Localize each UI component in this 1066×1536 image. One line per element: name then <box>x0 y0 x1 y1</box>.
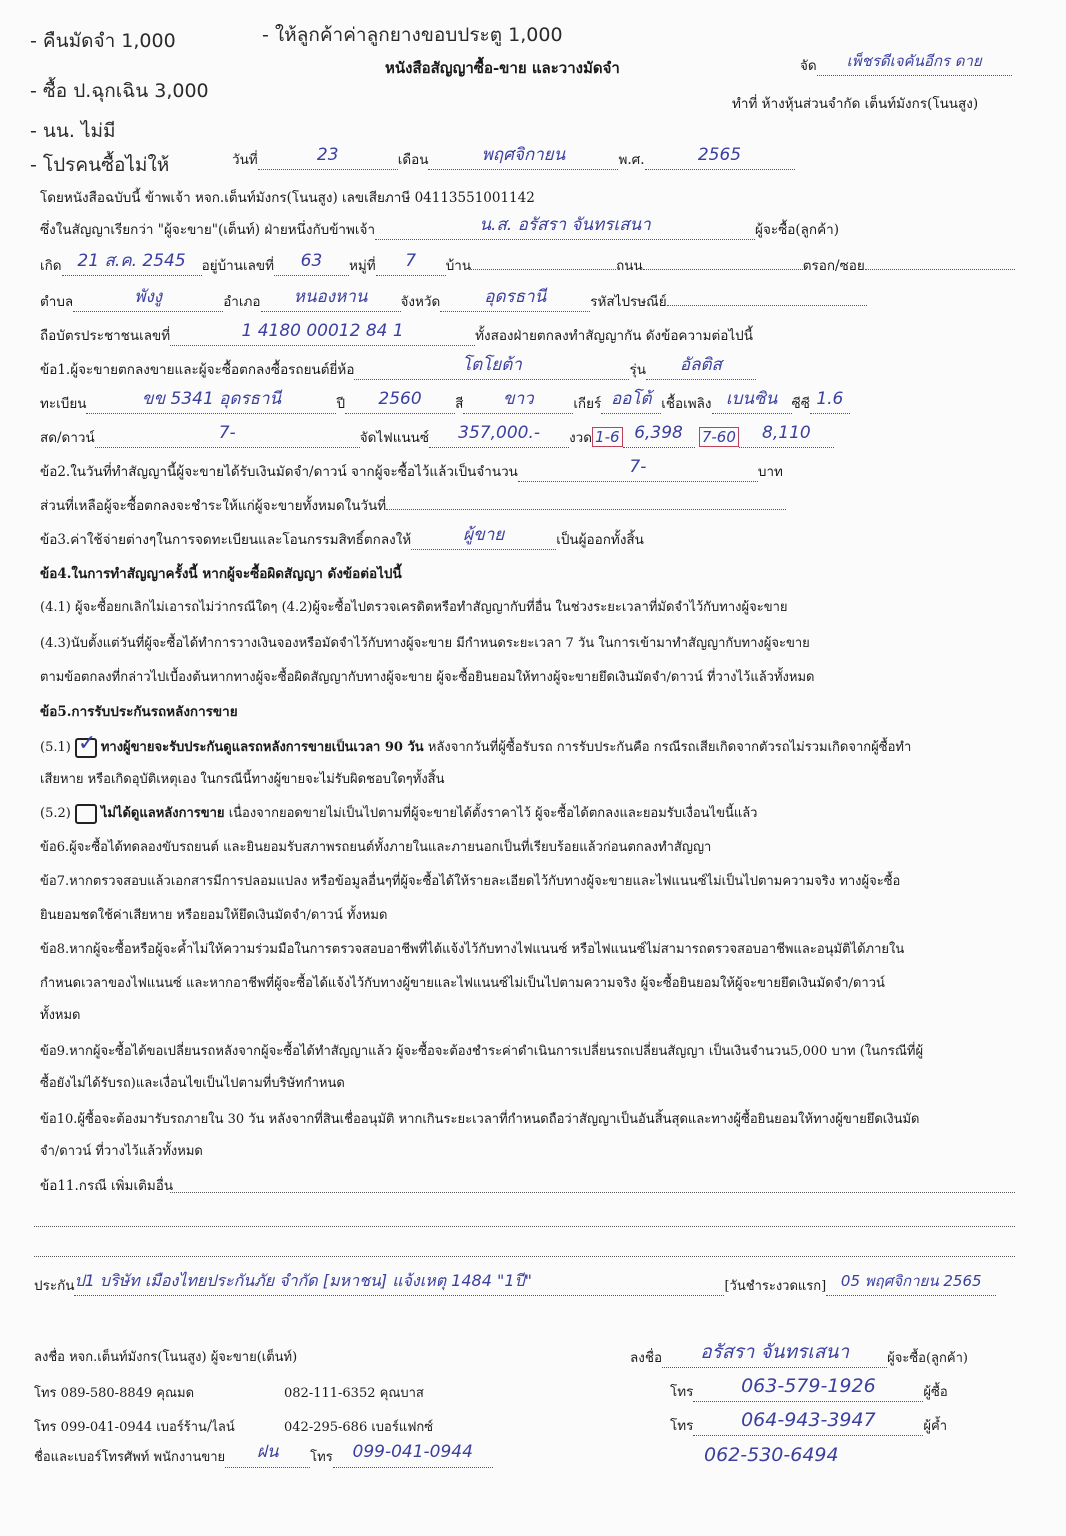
clause-5-1b: เสียหาย หรือเกิดอุบัติเหตุเอง ในกรณีนี้ทางผู้ขายจะไม่รับผิดชอบใดๆทั้งสิ้น <box>40 772 445 787</box>
clause-9a: ข้อ9.หากผู้จะซื้อได้ขอเปลี่ยนรถหลังจากผู้จะซื้อได้ทำสัญญาแล้ว ผู้จะซื้อจะต้องชำระค่าดำเนินการเปลี่ยนรถเปลี่ยนสัญญา เป็นเงินจำนวน5,000 บาท (ในกรณีที่ผู้ <box>40 1044 924 1059</box>
amphoe-label: อำเภอ <box>223 294 261 310</box>
no-warranty-checkbox[interactable] <box>75 804 97 824</box>
clause-6: ข้อ6.ผู้จะซื้อได้ทดลองขับรถยนต์ และยินยอมรับสภาพรถยนต์ทั้งภายในและภายนอกเป็นที่เรียบร้อยแล้วก่อนตกลงทำสัญญา <box>40 840 712 855</box>
installment-2-amount: 8,110 <box>762 423 811 443</box>
prepared-by-value: เพ็ชรดีเจคันอีกร ดาย <box>846 52 982 70</box>
id-label: ถือบัตรประชาชนเลขที่ <box>40 328 171 344</box>
buyer-sign-label: ลงชื่อ <box>630 1350 663 1366</box>
fuel-label: เชื้อเพลิง <box>661 396 712 412</box>
model-label: รุ่น <box>629 362 646 378</box>
clause-5-1-text: หลังจากวันที่ผู้ซื้อรับรถ การรับประกันคือ กรณีรถเสียเกิดจากตัวรถไม่รวมเกิดจากผู้ซื้อทำ <box>427 740 912 755</box>
cc-label: ซีซี <box>791 396 810 412</box>
finance-label: จัดไฟแนนซ์ <box>359 430 430 446</box>
clause-9b: ซื้อยังไม่ได้รับรถ)และเงื่อนไขเป็นไปตามที่บริษัทกำหนด <box>40 1076 345 1091</box>
buyer-line <box>40 215 839 240</box>
clause-11: ข้อ11.กรณี เพิ่มเติมอื่น <box>40 1178 174 1194</box>
soi-label: ตรอก/ซอย <box>802 258 865 274</box>
year-value: 2565 <box>697 145 742 165</box>
car-cc: 1.6 <box>816 389 844 409</box>
year-label: พ.ศ. <box>618 152 645 168</box>
reg-value: ขข 5341 อุดรธานี <box>141 389 282 409</box>
clause-3-text: ข้อ3.ค่าใช้จ่ายต่างๆในการจดทะเบียนและโอนกรรมสิทธิ์ตกลงให้ <box>40 532 412 548</box>
warranty-90-checkbox[interactable] <box>75 730 97 758</box>
house-label: อยู่บ้านเลขที่ <box>201 258 274 274</box>
tambon-label: ตำบล <box>40 294 74 310</box>
clause-5-1-num: (5.1) <box>40 740 71 755</box>
seller-label: ซึ่งในสัญญาเรียกว่า "ผู้จะขาย"(เต็นท์) ฝ่ายหนึ่งกับข้าพเจ้า <box>40 222 376 238</box>
clause-5-2-num: (5.2) <box>40 806 71 821</box>
note-refund-deposit: - คืนมัดจำ 1,000 <box>30 30 176 52</box>
birth-value: 21 ส.ค. 2545 <box>77 251 186 271</box>
buyer-tel-label: โทร <box>670 1384 694 1400</box>
buyer-sign-value: อรัสรา จันทรเสนา <box>700 1341 849 1363</box>
clause-8a: ข้อ8.หากผู้จะซื้อหรือผู้จะค้ำไม่ให้ความร่วมมือในการตรวจสอบอาชีพที่ได้แจ้งไว้กับทางไฟแนนซ์ หรือไฟแนนซ์ไม่สามารถตรวจสอบอาชีพและอนุมัติได้ภายใน <box>40 942 905 957</box>
installment-1-amount: 6,398 <box>634 423 683 443</box>
phone-3: โทร 099-041-0944 เบอร์ร้าน/ไลน์ <box>34 1420 235 1435</box>
province-value: อุดรธานี <box>484 287 547 307</box>
address-line-1 <box>40 251 1015 276</box>
buyer-tel-role: ผู้ซื้อ <box>923 1385 948 1400</box>
month-value: พฤศจิกายน <box>481 145 566 165</box>
buyer-role: ผู้จะซื้อ(ลูกค้า) <box>755 222 839 238</box>
car-fuel: เบนซิน <box>725 389 778 409</box>
tambon-value: พังงู <box>134 287 163 307</box>
car-gear: ออโต้ <box>610 389 652 409</box>
guarantor-tel-label: โทร <box>670 1418 694 1434</box>
staff-label: ชื่อและเบอร์โทรศัพท์ พนักงานขาย <box>34 1450 226 1465</box>
village-label: บ้าน <box>445 258 472 274</box>
insurance-label: ประกัน <box>34 1278 75 1294</box>
phone-4: 042-295-686 เบอร์แฟกซ์ <box>284 1420 434 1435</box>
clause-3-payer: ผู้ขาย <box>463 525 505 545</box>
clause-3-end: เป็นผู้ออกทั้งสิ้น <box>556 532 644 548</box>
intro-text: โดยหนังสือฉบับนี้ ข้าพเจ้า หจก.เต็นท์มังกร(โนนสูง) เลขเสียภาษี 04113551001142 <box>40 190 535 206</box>
note-no-promo: - โปรคนซื้อไม่ให้ <box>30 154 170 176</box>
staff-line <box>34 1442 493 1468</box>
clause-4-3b: ตามข้อตกลงที่กล่าวไปเบื้องต้นหากทางผู้จะซื้อผิดสัญญากับทางผู้จะขาย ผู้จะซื้อยินยอมให้ทางผู้จะขายยึดเงินมัดจำ/ดาวน์ ที่วางไว้แล้วทั้งหมด <box>40 670 815 685</box>
clause-8c: ทั้งหมด <box>40 1008 81 1023</box>
reg-label: ทะเบียน <box>40 396 87 412</box>
insurance-value: ป1 บริษัท เมืองไทยประกันภัย จำกัด [มหาชน] แจ้งเหตุ 1484 "1ปี" <box>74 1271 533 1290</box>
address-line-2 <box>40 287 867 312</box>
note-emergency-insurance: - ซื้อ ป.ฉุกเฉิน 3,000 <box>30 80 209 102</box>
clause-11-rule-1 <box>170 1192 1015 1193</box>
day-value: 23 <box>316 145 339 165</box>
clause-2-text: ข้อ2.ในวันที่ทำสัญญานี้ผู้จะขายได้รับเงินมัดจำ/ดาวน์ จากผู้จะซื้อไว้แล้วเป็นจำนวน <box>40 464 518 480</box>
birth-label: เกิด <box>40 258 62 274</box>
document-title: หนังสือสัญญาซื้อ-ขาย และวางมัดจำ <box>385 59 620 77</box>
payment-line <box>40 423 834 448</box>
place-of-contract: ทำที่ ห้างหุ้นส่วนจำกัด เต็นท์มังกร(โนนสูง) <box>732 96 979 112</box>
gear-label: เกียร์ <box>573 396 602 412</box>
id-line <box>40 321 753 346</box>
staff-tel: 099-041-0944 <box>352 1442 473 1462</box>
buyer-name: น.ส. อรัสรา จันทรเสนา <box>479 215 651 235</box>
finance-value: 357,000.- <box>458 423 540 443</box>
installment-label: งวด <box>569 430 593 446</box>
clause-11-rule-2 <box>34 1226 1015 1227</box>
buyer-signature <box>630 1341 968 1368</box>
down-value: 7- <box>218 423 236 443</box>
house-value: 63 <box>300 251 323 271</box>
installment-2-range: 7-60 <box>699 427 739 447</box>
first-payment-date: 05 พฤศจิกายน 2565 <box>840 1272 982 1290</box>
clause-7b: ยินยอมชดใช้ค่าเสียหาย หรือยอมให้ยึดเงินมัดจำ/ดาวน์ ทั้งหมด <box>40 908 388 923</box>
clause-5-2-bold: ไม่ได้ดูแลหลังการขาย <box>100 806 225 821</box>
id-value: 1 4180 00012 84 1 <box>241 321 404 341</box>
staff-tel-label: โทร <box>310 1450 333 1465</box>
car-brand: โตโยต้า <box>462 355 522 375</box>
phone-1: โทร 089-580-8849 คุณมด <box>34 1386 195 1401</box>
clause-5-1 <box>40 730 912 758</box>
insurance-line <box>34 1271 996 1296</box>
note-door-rubber: - ให้ลูกค้าค่าลูกยางขอบประตู 1,000 <box>262 24 563 46</box>
guarantor-tel-line <box>670 1409 948 1436</box>
guarantor-role: ผู้ค้ำ <box>923 1419 948 1434</box>
amphoe-value: หนองหาน <box>293 287 368 307</box>
clause-10a: ข้อ10.ผู้ซื้อจะต้องมารับรถภายใน 30 วัน หลังจากที่สินเชื่ออนุมัติ หากเกินระยะเวลาที่กำหนดถือว่าสัญญาเป็นอันสิ้นสุดและทางผู้ซื้อยินยอมให้ทางผู้ขายยึดเงินมัด <box>40 1112 920 1127</box>
clause-5-1-bold: ทางผู้ขายจะรับประกันดูแลรถหลังการขายเป็นเวลา 90 วัน <box>100 740 424 755</box>
prepared-by-label: จัด <box>800 58 817 74</box>
buyer-tel-line <box>670 1375 948 1402</box>
clause-5-2 <box>40 802 758 824</box>
down-label: สด/ดาวน์ <box>40 430 95 446</box>
seller-signature: ลงชื่อ หจก.เต็นท์มังกร(โนนสูง) ผู้จะขาย(เต็นท์) <box>34 1350 298 1365</box>
staff-name: ฝน <box>256 1442 279 1462</box>
moo-label: หมู่ที่ <box>348 258 376 274</box>
clause-2b <box>40 494 786 516</box>
extra-tel: 062-530-6494 <box>704 1444 839 1466</box>
car-year-label: ปี <box>336 396 346 412</box>
contract-date <box>232 145 795 170</box>
clause-1-label: ข้อ1.ผู้จะขายตกลงขายและผู้จะซื้อตกลงซื้อรถยนต์ยี่ห้อ <box>40 362 355 378</box>
clause-5-title: ข้อ5.การรับประกันรถหลังการขาย <box>40 704 238 720</box>
clause-2-unit: บาท <box>757 464 783 480</box>
month-label: เดือน <box>397 152 429 168</box>
province-label: จังหวัด <box>400 294 441 310</box>
clause-4-title: ข้อ4.ในการทำสัญญาครั้งนี้ หากผู้จะซื้อผิดสัญญา ดังข้อต่อไปนี้ <box>40 566 402 582</box>
prepared-by <box>800 54 1012 76</box>
road-label: ถนน <box>616 258 643 274</box>
moo-value: 7 <box>405 251 417 271</box>
car-brand-line <box>40 355 756 380</box>
first-payment-label: [วันชำระงวดแรก] <box>724 1279 827 1294</box>
installment-1-range: 1-6 <box>592 427 623 447</box>
clause-2-amount: 7- <box>629 457 647 477</box>
clause-2 <box>40 457 783 482</box>
guarantor-tel: 064-943-3947 <box>741 1409 876 1431</box>
car-color: ขาว <box>502 389 534 409</box>
clause-4-1: (4.1) ผู้จะซื้อยกเลิกไม่เอารถไม่ว่ากรณีใดๆ (4.2)ผู้จะซื้อไปตรวจเครดิตหรือทำสัญญากับที่อื่น ในช่วงระยะเวลาที่มัดจำไว้กับทางผู้จะขาย <box>40 600 788 615</box>
day-label: วันที่ <box>232 152 258 168</box>
agree-text: ทั้งสองฝ่ายตกลงทำสัญญากัน ดังข้อความต่อไปนี้ <box>475 328 753 344</box>
zip-label: รหัสไปรษณีย์ <box>590 294 667 310</box>
buyer-tel: 063-579-1926 <box>741 1375 876 1397</box>
check-mark-icon: ✓ <box>77 730 97 756</box>
clause-11-rule-3 <box>34 1256 1015 1257</box>
clause-10b: จำ/ดาวน์ ที่วางไว้แล้วทั้งหมด <box>40 1144 203 1159</box>
clause-2b-text: ส่วนที่เหลือผู้จะซื้อตกลงจะชำระให้แก่ผู้จะขายทั้งหมดในวันที่ <box>40 498 387 514</box>
clause-3 <box>40 525 644 550</box>
clause-8b: กำหนดเวลาของไฟแนนซ์ และหากอาชีพที่ผู้จะซื้อได้แจ้งไว้กับทางผู้ขายและไฟแนนซ์ไม่เป็นไปตามความจริง ผู้จะซื้อยินยอมให้ผู้จะขายยึดเงินมัดจำ/ดาวน์ <box>40 976 885 991</box>
phone-2: 082-111-6352 คุณบาส <box>284 1386 424 1401</box>
clause-7a: ข้อ7.หากตรวจสอบแล้วเอกสารมีการปลอมแปลง หรือข้อมูลอื่นๆที่ผู้จะซื้อได้ให้รายละเอียดไว้กับทางผู้จะขายและไฟแนนซ์ไม่เป็นไปตามความจริง ทางผู้จะซื้อ <box>40 874 901 889</box>
clause-5-2-text: เนื่องจากยอดขายไม่เป็นไปตามที่ผู้จะขายได้ตั้งราคาไว้ ผู้จะซื้อได้ตกลงและยอมรับเงื่อนไขนี้แล้ว <box>228 806 758 821</box>
clause-4-3a: (4.3)นับตั้งแต่วันที่ผู้จะซื้อได้ทำการวางเงินจองหรือมัดจำไว้กับทางผู้จะขาย มีกำหนดระยะเวลา 7 วัน ในการเข้ามาทำสัญญากับทางผู้จะขาย <box>40 636 810 651</box>
car-year: 2560 <box>378 389 422 409</box>
buyer-sign-role: ผู้จะซื้อ(ลูกค้า) <box>887 1351 968 1366</box>
car-model: อัลติส <box>679 355 722 375</box>
car-detail-line <box>40 389 850 414</box>
color-label: สี <box>455 396 464 412</box>
note-weight: - นน. ไม่มี <box>30 120 116 142</box>
